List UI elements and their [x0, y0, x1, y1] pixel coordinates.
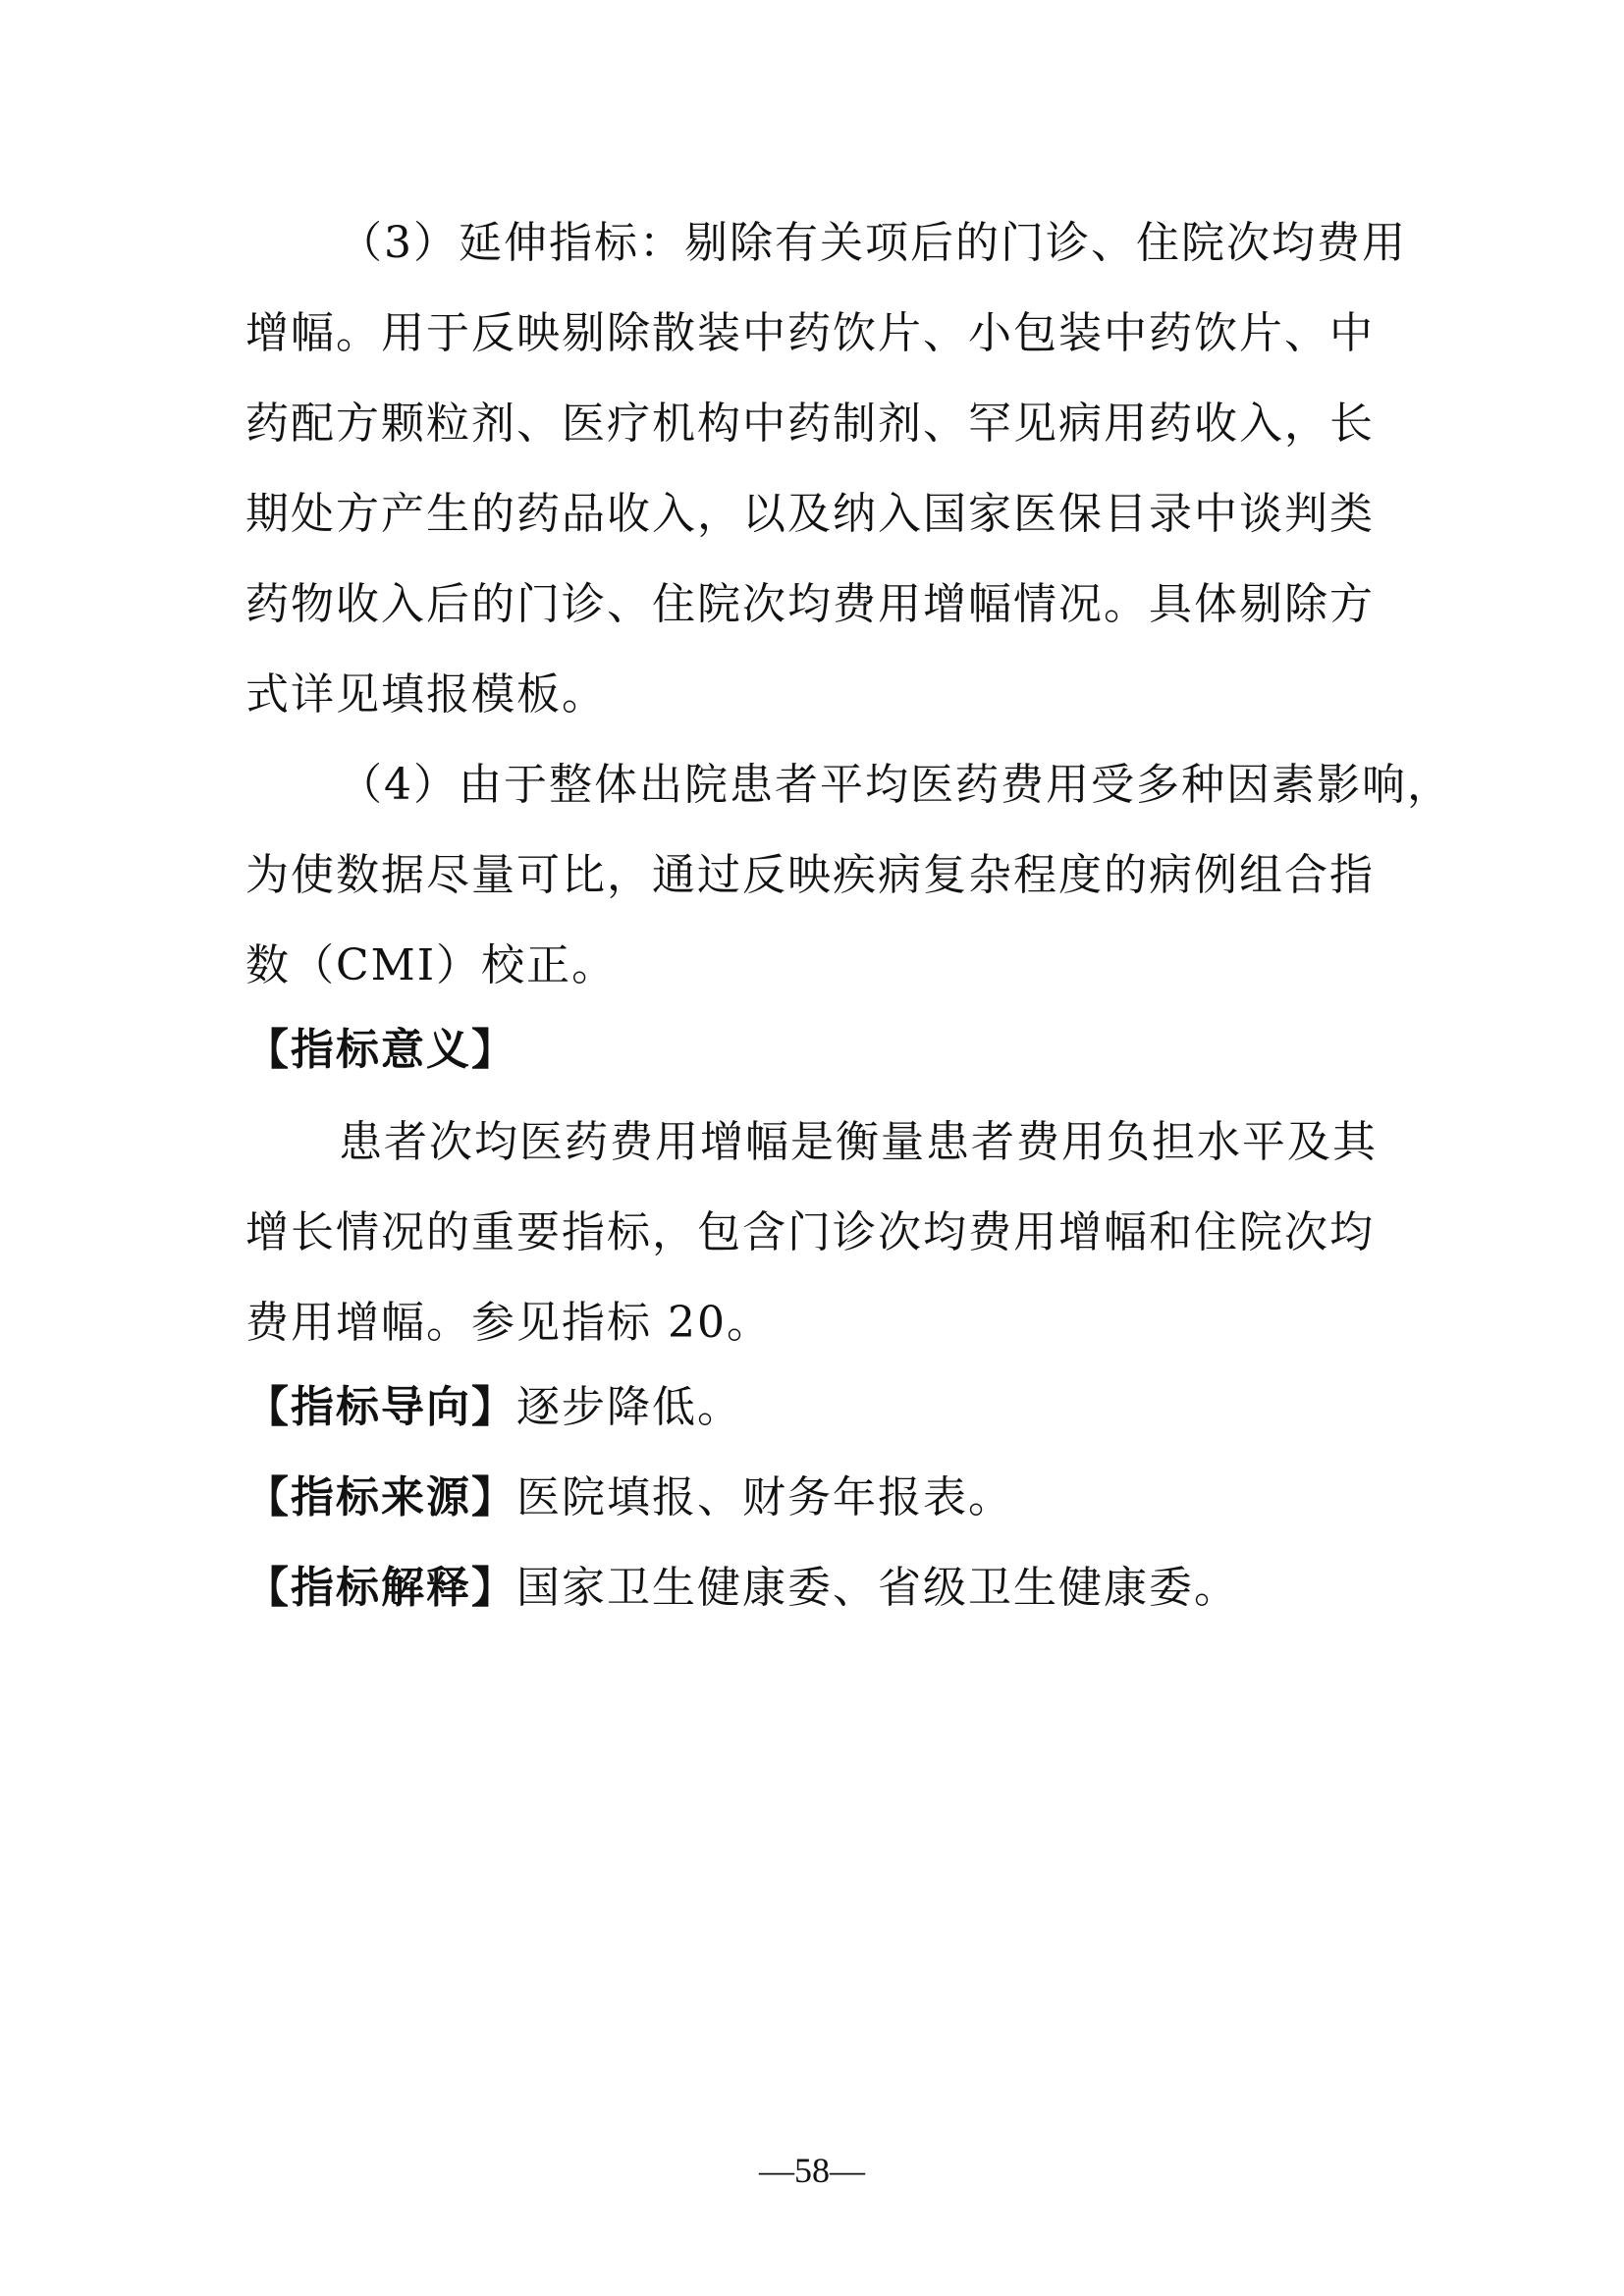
paragraph-4-line-3: 数（CMI）校正。 [245, 940, 618, 990]
interpretation-label: 【指标解释】 [245, 1563, 516, 1613]
paragraph-4-line-2: 为使数据尽量可比，通过反映疾病复杂程度的病例组合指 [245, 850, 1375, 900]
interpretation-row [245, 1559, 1384, 1618]
paragraph-4-line-1: （4）由于整体出院患者平均医药费用受多种因素影响， [339, 760, 1452, 810]
paragraph-3-line-2: 增幅。用于反映剔除散装中药饮片、小包装中药饮片、中 [245, 308, 1375, 358]
paragraph-3-line-1: （3）延伸指标：剔除有关项后的门诊、住院次均费用 [339, 218, 1407, 268]
direction-text: 逐步降低。 [516, 1382, 742, 1432]
interpretation-text: 国家卫生健康委、省级卫生健康委。 [516, 1563, 1239, 1613]
source-text: 医院填报、财务年报表。 [516, 1472, 1013, 1522]
source-label: 【指标来源】 [245, 1472, 516, 1522]
direction-row [245, 1378, 1384, 1437]
source-row [245, 1468, 1384, 1527]
meaning-line-2: 增长情况的重要指标，包含门诊次均费用增幅和住院次均 [245, 1207, 1375, 1257]
paragraph-3-line-5: 药物收入后的门诊、住院次均费用增幅情况。具体剔除方 [245, 579, 1375, 629]
paragraph-3-line-3: 药配方颗粒剂、医疗机构中药制剂、罕见病用药收入，长 [245, 399, 1375, 449]
meaning-line-1: 患者次均医药费用增幅是衡量患者费用负担水平及其 [339, 1117, 1378, 1167]
meaning-heading: 【指标意义】 [245, 1025, 516, 1075]
meaning-line-3: 费用增幅。参见指标 20。 [245, 1298, 772, 1348]
paragraph-3-line-4: 期处方产生的药品收入，以及纳入国家医保目录中谈判类 [245, 489, 1375, 539]
page-number: —58— [759, 2151, 865, 2190]
paragraph-3-line-6: 式详见填报模板。 [245, 669, 607, 720]
direction-label: 【指标导向】 [245, 1382, 516, 1432]
